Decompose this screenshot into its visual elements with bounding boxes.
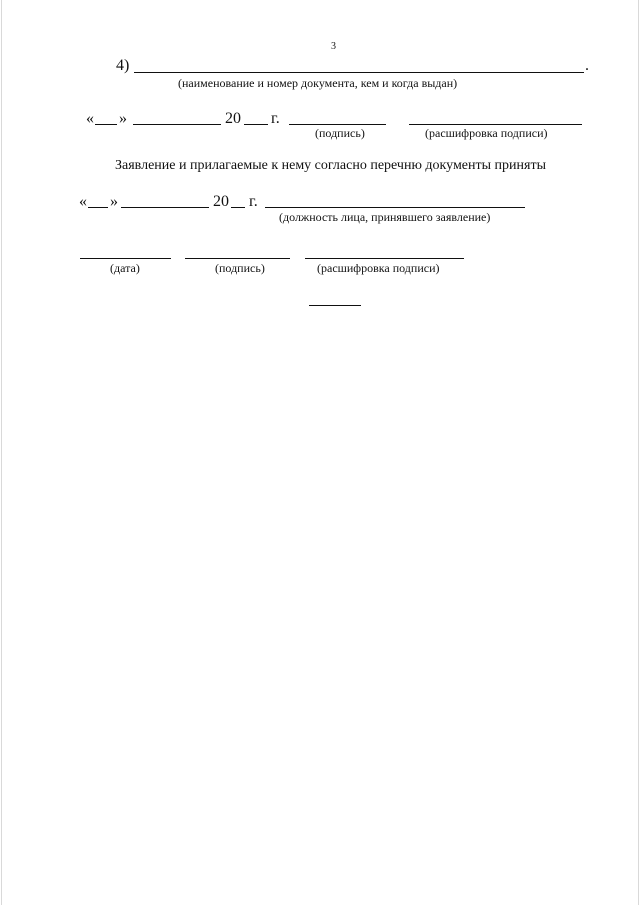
official-decoding-line[interactable] xyxy=(305,258,464,259)
item4-caption: (наименование и номер документа, кем и когда выдан) xyxy=(178,76,458,90)
official-signature-line[interactable] xyxy=(185,258,290,259)
acceptance-statement: Заявление и прилагаемые к нему согласно перечню документы приняты xyxy=(115,158,546,173)
applicant-signature-caption: (подпись) xyxy=(315,126,365,140)
item4-label: 4) xyxy=(116,57,130,74)
acceptance-year-suffix: г. xyxy=(249,193,258,210)
acceptance-month-blank[interactable] xyxy=(121,207,209,208)
applicant-year-blank[interactable] xyxy=(244,124,268,125)
acceptance-quote-open: « xyxy=(79,193,87,210)
official-decoding-caption: (расшифровка подписи) xyxy=(317,261,440,275)
scan-edge-right xyxy=(638,0,639,905)
page-number: 3 xyxy=(331,41,336,52)
acceptance-day-blank[interactable] xyxy=(88,207,108,208)
applicant-decoding-caption: (расшифровка подписи) xyxy=(425,126,548,140)
acceptance-year-prefix: 20 xyxy=(213,193,229,210)
scan-edge-left xyxy=(1,0,2,905)
acceptance-year-blank[interactable] xyxy=(231,207,245,208)
official-signature-caption: (подпись) xyxy=(215,261,265,275)
item4-blank-line[interactable] xyxy=(134,72,584,73)
applicant-year-suffix: г. xyxy=(271,110,280,127)
acceptance-quote-close: » xyxy=(110,193,118,210)
applicant-signature-line[interactable] xyxy=(289,124,386,125)
applicant-month-blank[interactable] xyxy=(133,124,221,125)
closing-divider xyxy=(309,305,361,306)
applicant-year-prefix: 20 xyxy=(225,110,241,127)
applicant-day-blank[interactable] xyxy=(95,124,117,125)
official-date-line[interactable] xyxy=(80,258,171,259)
acceptance-position-caption: (должность лица, принявшего заявление) xyxy=(279,210,491,224)
applicant-quote-open: « xyxy=(86,110,94,127)
applicant-quote-close: » xyxy=(119,110,127,127)
applicant-decoding-line[interactable] xyxy=(409,124,582,125)
item4-end-mark: . xyxy=(585,57,589,74)
official-date-caption: (дата) xyxy=(110,261,140,275)
acceptance-position-line[interactable] xyxy=(265,207,525,208)
